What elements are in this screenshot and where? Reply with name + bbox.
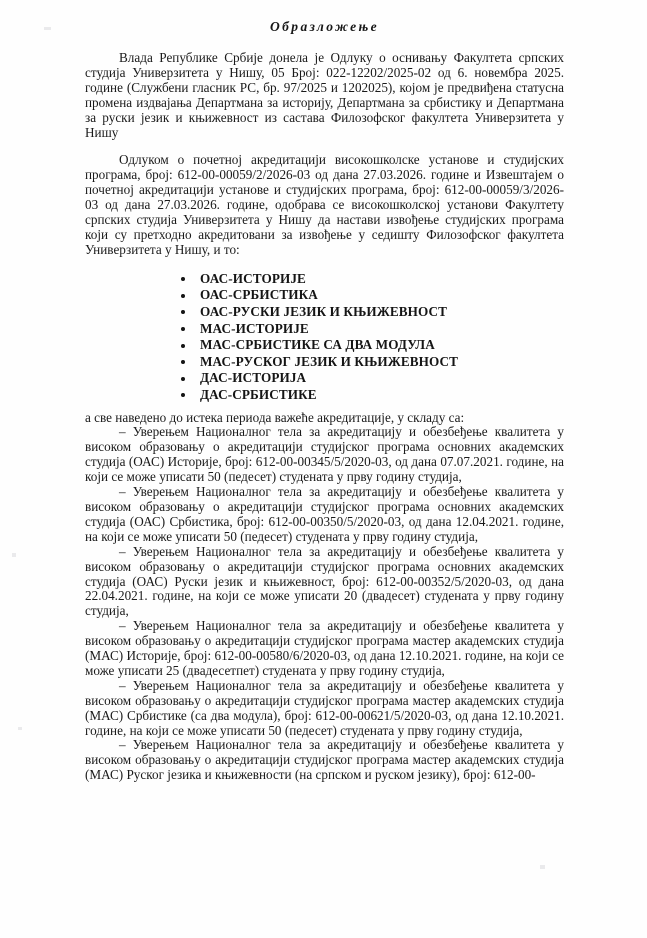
scan-speckle (44, 27, 51, 30)
program-label: ОАС-СРБИСТИКА (200, 287, 318, 303)
program-label: МАС-СРБИСТИКЕ СА ДВА МОДУЛА (200, 337, 435, 353)
scan-speckle (540, 865, 545, 869)
bullet-icon (181, 360, 185, 364)
list-item (85, 354, 564, 371)
scan-speckle (12, 553, 16, 557)
list-item (85, 370, 564, 387)
certificate-mas-istorije: – Уверењем Националног тела за акредитацију и обезбеђење квалитета у високом образовању о акредитацији студијског програма мастер академских студија (МАС) Историје, број: 612-00-00580/6/2020-03, од дана 12.10.2021. године, на који се може уписати 25 (двадесетпет) студената у прву годину студија, (85, 618, 564, 678)
program-label: МАС-ИСТОРИЈЕ (200, 320, 309, 336)
certificate-oas-srbistika: – Уверењем Националног тела за акредитацију и обезбеђење квалитета у високом образовању о акредитацији студијског програма основних академских студија (ОАС) Србистика, број: 612-00-00350/5/2020-03, од дана 12.04.2021. године, на који се може уписати 50 (педесет) студената у прву годину студија, (85, 484, 564, 544)
bullet-icon (181, 310, 185, 314)
certificate-mas-srbistike: – Уверењем Националног тела за акредитацију и обезбеђење квалитета у високом образовању о акредитацији студијског програма мастер академских студија (МАС) Србистике (са два модула), број: 612-00-00621/5/2020-03, од дана 12.10.2021. године, на који се може уписати 50 (педесет) студената у прву годину студија, (85, 677, 564, 738)
certificate-mas-ruskog: – Уверењем Националног тела за акредитацију и обезбеђење квалитета у високом образовању о акредитацији студијског програма мастер академских студија (МАС) Руског језика и књижевности (на српском и руском језику), број: 612-00- (85, 737, 564, 783)
certificate-oas-ruski: – Уверењем Националног тела за акредитацију и обезбеђење квалитета у високом образовању о акредитацији студијског програма основних академских студија (ОАС) Руски језик и књижевност, број: 612-00-00352/5/2020-03, од дана 22.04.2021. године, на који се може уписати 20 (двадесет) студената у прву годину студија, (85, 543, 564, 619)
program-label: ОАС-ИСТОРИЈЕ (200, 270, 306, 286)
program-label: ОАС-РУСКИ ЈЕЗИК И КЊИЖЕВНОСТ (200, 303, 448, 319)
list-item (85, 287, 564, 304)
paragraph-accreditation: Одлуком о почетној акредитацији високошколске установе и студијских програма, број: 612-00-00059/2/2026-03 од дана 27.03.2026. године и Извештајем о почетној акредитацији установе и студијских програма, број: 612-00-00059/3/2026-03 од дана 27.03.2026. године, одобрава се високошколској установи Факултету српских студија Универзитета у Нишу да настави извођење студијских програма који су претходно акредитовани за извођење у седишту Филозофског факултета Универзитета у Нишу, и то: (85, 152, 564, 257)
bullet-icon (181, 294, 185, 298)
page-title: Образложење (270, 19, 379, 34)
document-body (85, 0, 564, 783)
bullet-icon (181, 327, 185, 331)
list-item (85, 321, 564, 338)
list-item (85, 387, 564, 404)
program-label: ДАС-СРБИСТИКЕ (200, 386, 317, 402)
bullet-icon (181, 277, 185, 281)
program-label: ДАС-ИСТОРИЈА (200, 370, 307, 386)
spacer (85, 258, 564, 271)
bullet-icon (181, 344, 185, 348)
list-item (85, 271, 564, 288)
bullet-icon (181, 377, 185, 381)
paragraph-validity: а све наведено до истека периода важеће акредитације, у складу са: (85, 409, 465, 425)
paragraph-intro: Влада Републике Србије донела је Одлуку о оснивању Факултета српских студија Универзитета у Нишу, 05 Број: 022-12202/2025-02 од 6. новембра 2025. године (Службени гласник РС, бр. 97/2025 и 1202025), којом је предвиђена статусна промена издвајања Департмана за историју, Департмана за србистику и Департмана за руски језик и књижевност из састава Филозофског факултета Универзитета у Нишу (85, 50, 564, 140)
program-label: МАС-РУСКОГ ЈЕЗИК И КЊИЖЕВНОСТ (200, 353, 459, 369)
scan-speckle (18, 727, 22, 730)
spacer (85, 35, 564, 51)
certificate-oas-istorije: – Уверењем Националног тела за акредитацију и обезбеђење квалитета у високом образовању о акредитацији студијског програма основних академских студија (ОАС) Историје, број: 612-00-00345/5/2020-03, од дана 07.07.2021. године, на који се може уписати 50 (педесет) студената у прву годину студија, (85, 424, 564, 485)
study-programs-list (85, 271, 564, 404)
bullet-icon (181, 393, 185, 397)
list-item (85, 337, 564, 354)
list-item (85, 304, 564, 321)
